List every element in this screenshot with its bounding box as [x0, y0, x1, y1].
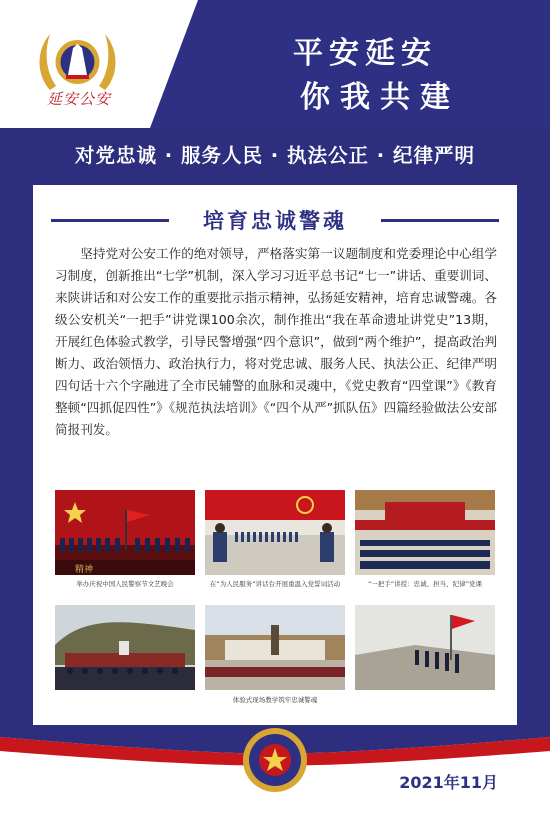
motto-banner: 对党忠诚 · 服务人民 · 执法公正 · 纪律严明	[75, 144, 475, 167]
photo-caption-field: 体验式现场教学筑牢忠诚警魂	[232, 696, 318, 704]
date-label: 2021年11月	[399, 773, 498, 792]
logo-text: 延安公安	[46, 90, 111, 108]
header-title-line1: 平安延安	[293, 36, 437, 71]
photo-gala	[55, 490, 195, 575]
photo-march	[355, 605, 495, 690]
section-paragraph: 坚持党对公安工作的绝对领导，严格落实第一议题制度和党委理论中心组学习制度，创新推出“七学”机制，深入学习习近平总书记“七一”讲话、重要训词、来陕讲话和对公安工作的重要批示指示精神，弘扬延安精神，培育忠诚警魂。各级公安机关“一把手”讲党课100余次，制作推出“我在革命遗址讲党史”13期，开展红色体验式教学，引导民警增强“四个意识”，做到“两个维护”，提高政治判断力、政治领悟力、政治执行力，将对党忠诚、服务人民、执法公正、纪律严明四句话十六个字融进了全市民辅警的血脉和灵魂中，《党史教育“四堂课”》《教育整顿“四抓促四性”》《规范执法培训》《“四个从严”抓队伍》四篇经验做法公安部简报刊发。	[55, 246, 497, 437]
header-title-line2: 你我共建	[300, 80, 460, 115]
photo-caption-lecture: “一把手”讲授：忠诚、担当、纪律”党课	[367, 580, 483, 588]
photo-lecture	[355, 490, 495, 575]
photo-memorial	[55, 605, 195, 690]
photo-statue	[205, 605, 345, 690]
photo-caption-oath: 在“为人民服务”讲话台开展重温入党誓词活动	[209, 580, 341, 588]
photo-oath	[205, 490, 345, 575]
section-title: 培育忠诚警魂	[203, 209, 347, 233]
police-emblem-icon	[237, 722, 313, 798]
svg-text:精神: 精神	[75, 565, 94, 575]
content-panel	[33, 185, 517, 725]
section-header	[33, 205, 517, 235]
photo-caption-gala: 举办庆祝中国人民警察节文艺晚会	[76, 580, 174, 588]
